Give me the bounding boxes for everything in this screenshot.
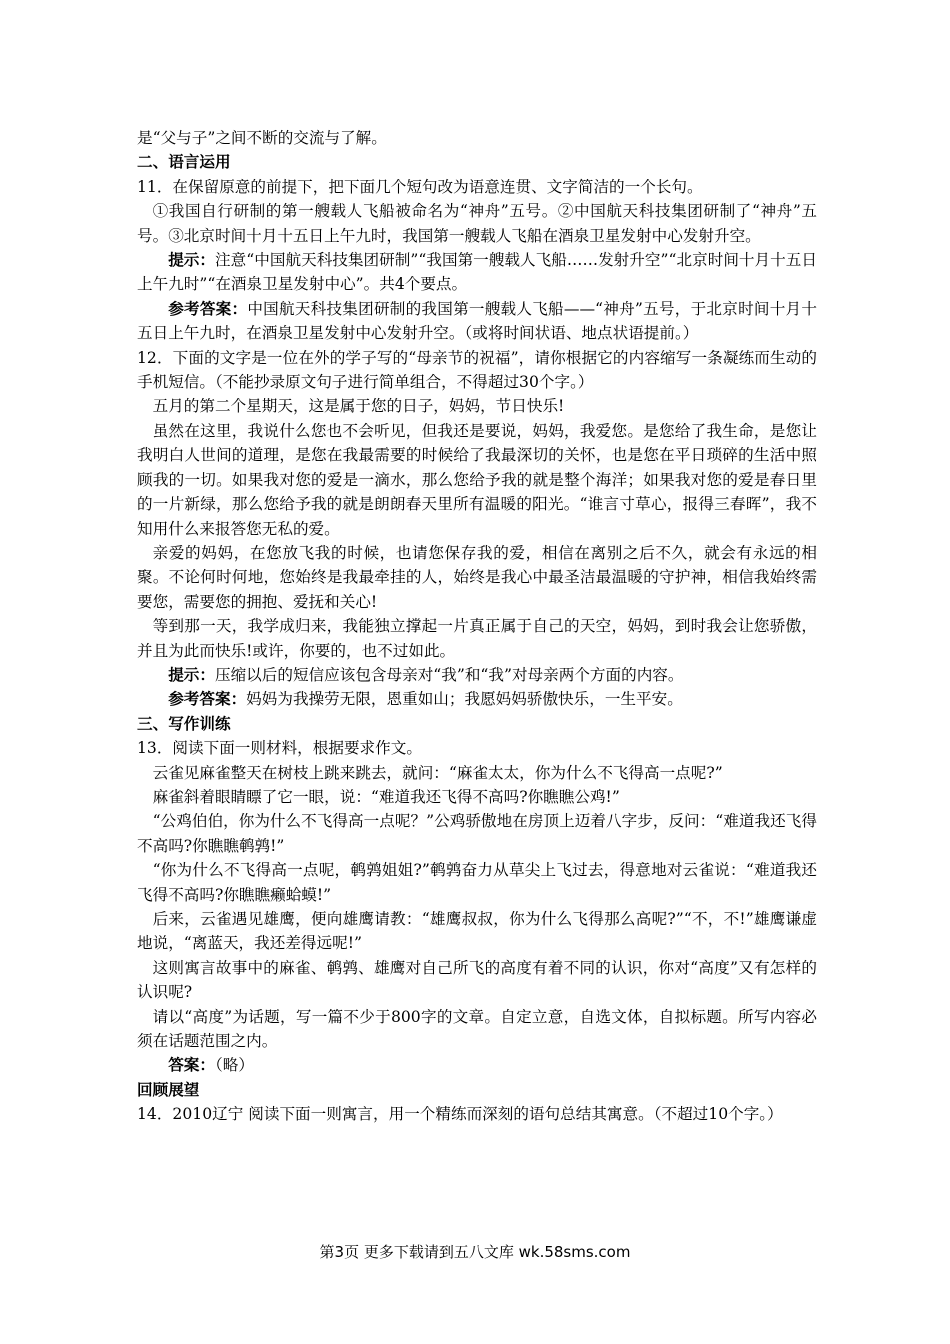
paragraph: “公鸡伯伯，你为什么不飞得高一点呢？”公鸡骄傲地在房顶上迈着八字步，反问：“难道我还飞得不高吗?你瞧瞧鹌鹑!” [137,812,817,855]
answer-paragraph [137,687,817,711]
page-footer: 第3页 更多下载请到五八文库 wk.58sms.com [319,1243,631,1261]
paragraph: 等到那一天，我学成归来，我能独立撑起一片真正属于自己的天空，妈妈，到时我会让您骄傲，并且为此而快乐!或许，你要的，也不过如此。 [137,617,817,660]
question-11: 11．在保留原意的前提下，把下面几个短句改为语意连贯、文字简洁的一个长句。 [137,177,703,196]
answer-text: 中国航天科技集团研制的我国第一艘载人飞船——“神舟”五号，于北京时间十月十五日上午九时，在酒泉卫星发射中心发射升空。（或将时间状语、地点状语提前。） [137,299,817,343]
section-heading: 回顾展望 [137,1080,200,1099]
answer-label: 答案： [168,1055,215,1075]
paragraph: “你为什么不飞得高一点呢，鹌鹑姐姐?”鹌鹑奋力从草尖上飞过去，得意地对云雀说：“难道我还飞得不高吗?你瞧瞧癞蛤蟆!” [137,861,817,904]
paragraph: 麻雀斜着眼睛瞟了它一眼，说：“难道我还飞得不高吗?你瞧瞧公鸡!” [152,787,620,806]
paragraph: 请以“高度”为话题，写一篇不少于800字的文章。自定立意，自选文体，自拟标题。所写内容必须在话题范围之内。 [137,1007,817,1051]
hint-paragraph [137,663,817,687]
hint-paragraph [137,248,817,297]
answer-label: 参考答案： [168,689,247,709]
answer-paragraph [137,1053,817,1077]
hint-label: 提示： [168,250,216,270]
hint-label: 提示： [168,664,215,684]
section-heading: 二、语言运用 [137,153,231,172]
answer-paragraph [137,297,817,346]
section-heading: 三、写作训练 [137,714,231,733]
question-12: 12．下面的文字是一位在外的学子写的“母亲节的祝福”，请你根据它的内容缩写一条凝练而生动的手机短信。（不能抄录原文句子进行简单组合，不得超过30个字。） [137,348,817,392]
hint-text: 注意“中国航天科技集团研制”“我国第一艘载人飞船……发射升空”“北京时间十月十五日上午九时”“在酒泉卫星发射中心”。共4个要点。 [137,251,817,294]
paragraph: 亲爱的妈妈，在您放飞我的时候，也请您保存我的爱，相信在离别之后不久，就会有永远的相聚。不论何时何地，您始终是我最牵挂的人，始终是我心中最圣洁最温暖的守护神，相信我始终需要您，需要您的拥抱、爱抚和关心! [137,543,817,611]
hint-text: 压缩以后的短信应该包含母亲对“我”和“我”对母亲两个方面的内容。 [214,665,684,684]
paragraph: 五月的第二个星期天，这是属于您的日子，妈妈，节日快乐! [152,397,565,416]
question-14: 14．2010辽宁 阅读下面一则寓言，用一个精练而深刻的语句总结其寓意。（不超过10个字。） [137,1105,783,1124]
paragraph: 后来，云雀遇见雄鹰，便向雄鹰请教：“雄鹰叔叔，你为什么飞得那么高呢?”“不，不!”雄鹰谦虚地说，“离蓝天，我还差得远呢!” [137,910,817,953]
paragraph: 这则寓言故事中的麻雀、鹌鹑、雄鹰对自己所飞的高度有着不同的认识，你对“高度”又有怎样的认识呢? [137,958,817,1002]
answer-text: 妈妈为我操劳无限，恩重如山；我愿妈妈骄傲快乐，一生平安。 [246,690,683,709]
paragraph: ①我国自行研制的第一艘载人飞船被命名为“神舟”五号。②中国航天科技集团研制了“神舟”五号。③北京时间十月十五日上午九时，我国第一艘载人飞船在酒泉卫星发射中心发射升空。 [137,202,817,245]
paragraph: 云雀见麻雀整天在树枝上跳来跳去，就问：“麻雀太太，你为什么不飞得高一点呢?” [152,763,723,782]
answer-text: （略） [214,1056,254,1075]
paragraph: 虽然在这里，我说什么您也不会听见，但我还是要说，妈妈，我爱您。是您给了我生命，是您让我明白人世间的道理，是您在我最需要的时候给了我最深切的关怀，也是您在平日琐碎的生活中照顾我的一切。如果我对您的爱是一滴水，那么您给予我的就是整个海洋；如果我对您的爱是春日里的一片新绿，那么您给予我的就是朗朗春天里所有温暖的阳光。“谁言寸草心，报得三春晖”，我不知用什么来报答您无私的爱。 [137,421,817,538]
document-body [137,126,817,1127]
answer-label: 参考答案： [168,298,248,318]
question-13: 13．阅读下面一则材料，根据要求作文。 [137,739,422,758]
paragraph: 是“父与子”之间不断的交流与了解。 [137,129,387,147]
